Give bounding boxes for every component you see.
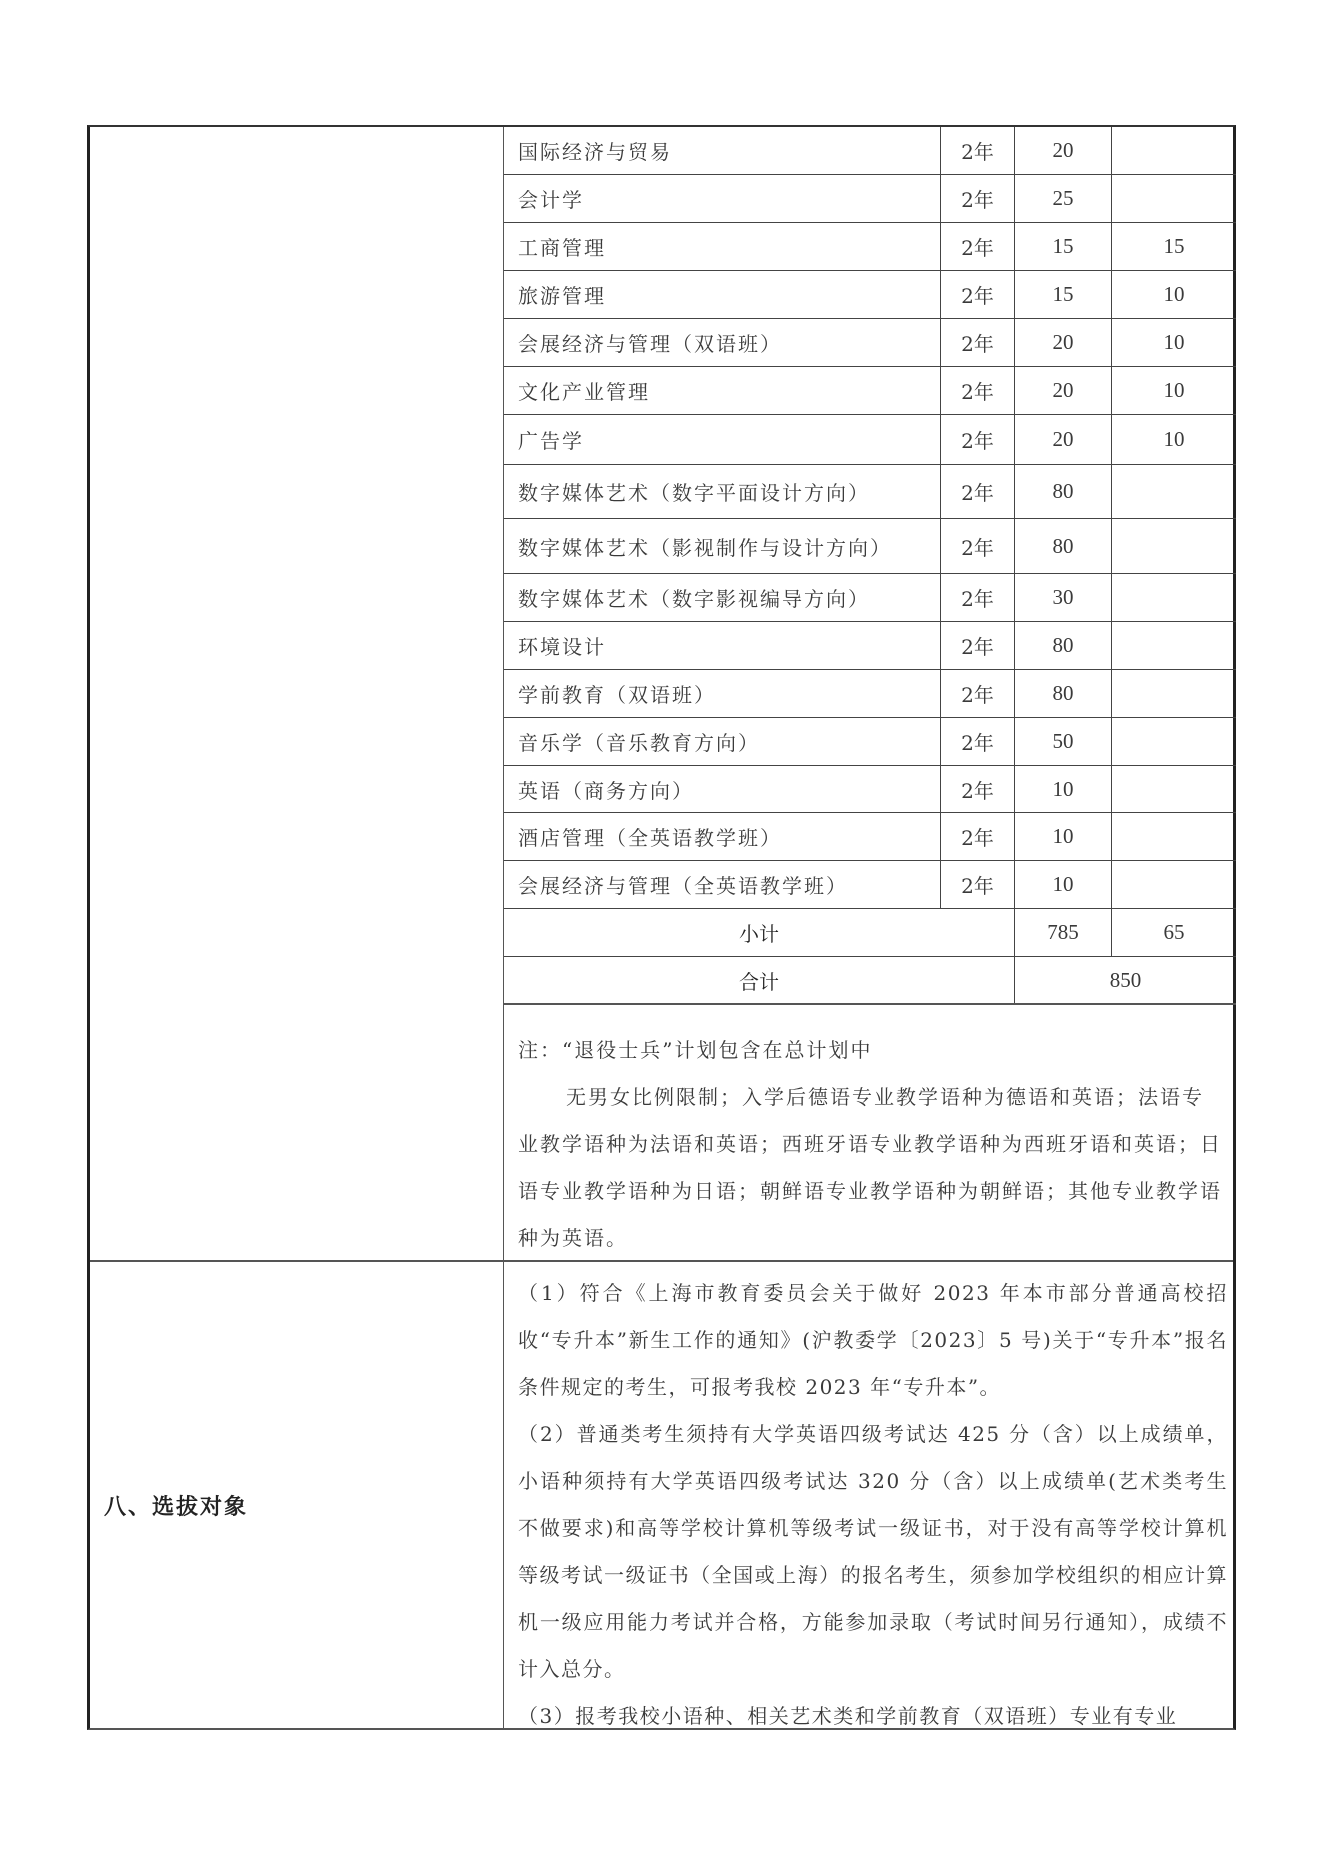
- enrollment-plan-table: [87, 125, 1236, 1730]
- section8-item: （2）普通类考生须持有大学英语四级考试达 425 分（含）以上成绩单，小语种须持有大学英语四级考试达 320 分（含）以上成绩单(艺术类考生不做要求)和高等学校计算机等级考试一级证书，对于没有高等学校计算机等级考试一级证书（全国或上海）的报名考生，须参加学校组织的相应计算机一级应用能力考试并合格，方能参加录取（考试时间另行通知），成绩不计入总分。: [518, 1422, 1228, 1681]
- table-row: [504, 415, 1236, 465]
- general-plan-count: 80: [1015, 519, 1112, 573]
- major-name: 数字媒体艺术（影视制作与设计方向）: [504, 519, 941, 573]
- veteran-plan-count: [1112, 622, 1236, 669]
- table-row: [504, 766, 1236, 813]
- veteran-plan-count: 10: [1163, 378, 1185, 402]
- general-plan-count: 20: [1015, 367, 1112, 414]
- veteran-plan-count: [1112, 861, 1236, 908]
- duration: 2年: [941, 670, 1015, 717]
- total-label: 合计: [504, 957, 1015, 1003]
- veteran-plan-count: 10: [1163, 427, 1185, 451]
- major-name: 酒店管理（全英语教学班）: [504, 813, 941, 860]
- duration: 2年: [941, 519, 1015, 573]
- major-name: 环境设计: [504, 622, 941, 669]
- table-row: [504, 574, 1236, 622]
- veteran-plan-count: [1112, 574, 1236, 621]
- general-plan-count: 25: [1015, 175, 1112, 222]
- general-plan-count: 10: [1015, 813, 1112, 860]
- duration: 2年: [941, 415, 1015, 464]
- duration: 2年: [941, 367, 1015, 414]
- major-name: 文化产业管理: [504, 367, 941, 414]
- duration: 2年: [941, 127, 1015, 174]
- subtotal-label: 小计: [504, 909, 1015, 956]
- major-name: 英语（商务方向）: [504, 766, 941, 812]
- veteran-plan-count: [1112, 127, 1236, 174]
- general-plan-count: 10: [1015, 766, 1112, 812]
- section8-item: （1）符合《上海市教育委员会关于做好 2023 年本市部分普通高校招收“专升本”新生工作的通知》(沪教委学〔2023〕5 号)关于“专升本”报名条件规定的考生，可报考我校 2023 年“专升本”。: [518, 1281, 1228, 1399]
- section8-content: [518, 1270, 1228, 1740]
- general-plan-count: 15: [1015, 271, 1112, 318]
- duration: 2年: [941, 574, 1015, 621]
- section8-title: 八、选拔对象: [104, 1494, 249, 1520]
- major-name: 会展经济与管理（双语班）: [504, 319, 941, 366]
- major-name: 数字媒体艺术（数字平面设计方向）: [504, 465, 941, 518]
- table-row: [504, 127, 1236, 175]
- general-plan-count: 20: [1015, 415, 1112, 464]
- table-row: [504, 271, 1236, 319]
- table-row: [504, 319, 1236, 367]
- major-name: 数字媒体艺术（数字影视编导方向）: [504, 574, 941, 621]
- major-name: 旅游管理: [504, 271, 941, 318]
- table-row: [504, 465, 1236, 519]
- table-row: [504, 223, 1236, 271]
- major-name: 广告学: [504, 415, 941, 464]
- subtotal-veteran: 65: [1163, 920, 1185, 944]
- veteran-plan-count: [1112, 813, 1236, 860]
- veteran-plan-count: [1112, 766, 1236, 812]
- major-name: 会计学: [504, 175, 941, 222]
- table-row: [504, 813, 1236, 861]
- duration: 2年: [941, 813, 1015, 860]
- section-label-column: [90, 127, 504, 1728]
- table-row: [504, 718, 1236, 766]
- major-name: 国际经济与贸易: [504, 127, 941, 174]
- table-row: [504, 622, 1236, 670]
- general-plan-count: 50: [1015, 718, 1112, 765]
- section8-item: （3）报考我校小语种、相关艺术类和学前教育（双语班）专业有专业: [518, 1704, 1178, 1728]
- general-plan-count: 20: [1015, 319, 1112, 366]
- veteran-plan-count: [1112, 175, 1236, 222]
- general-plan-count: 30: [1015, 574, 1112, 621]
- table-row: [504, 861, 1236, 909]
- table-row: [504, 670, 1236, 718]
- major-name: 会展经济与管理（全英语教学班）: [504, 861, 941, 908]
- major-name: 音乐学（音乐教育方向）: [504, 718, 941, 765]
- veteran-plan-count: [1112, 718, 1236, 765]
- total-row: [504, 957, 1236, 1005]
- table-row: [504, 175, 1236, 223]
- total-value: 850: [1109, 967, 1142, 992]
- veteran-plan-count: 10: [1163, 330, 1185, 354]
- duration: 2年: [941, 718, 1015, 765]
- duration: 2年: [941, 223, 1015, 270]
- general-plan-count: 10: [1015, 861, 1112, 908]
- general-plan-count: 80: [1015, 622, 1112, 669]
- major-name: 学前教育（双语班）: [504, 670, 941, 717]
- subtotal-row: [504, 909, 1236, 957]
- major-name: 工商管理: [504, 223, 941, 270]
- veteran-plan-count: [1112, 465, 1236, 518]
- duration: 2年: [941, 766, 1015, 812]
- general-plan-count: 15: [1015, 223, 1112, 270]
- duration: 2年: [941, 271, 1015, 318]
- veteran-note: 注：“退役士兵”计划包含在总计划中: [518, 1038, 873, 1062]
- section-divider: [90, 1260, 1233, 1262]
- duration: 2年: [941, 175, 1015, 222]
- duration: 2年: [941, 861, 1015, 908]
- duration: 2年: [941, 319, 1015, 366]
- general-plan-count: 80: [1015, 670, 1112, 717]
- subtotal-general: 785: [1015, 909, 1112, 956]
- duration: 2年: [941, 622, 1015, 669]
- general-plan-count: 80: [1015, 465, 1112, 518]
- general-plan-count: 20: [1015, 127, 1112, 174]
- veteran-plan-count: 15: [1163, 234, 1185, 258]
- veteran-plan-count: [1112, 519, 1236, 573]
- table-row: [504, 367, 1236, 415]
- veteran-plan-count: [1112, 670, 1236, 717]
- plan-notes: [518, 1027, 1224, 1262]
- language-note: 无男女比例限制；入学后德语专业教学语种为德语和英语；法语专业教学语种为法语和英语；西班牙语专业教学语种为西班牙语和英语；日语专业教学语种为日语；朝鲜语专业教学语种为朝鲜语；其他专业教学语种为英语。: [518, 1085, 1222, 1250]
- table-row: [504, 519, 1236, 574]
- duration: 2年: [941, 465, 1015, 518]
- veteran-plan-count: 10: [1163, 282, 1185, 306]
